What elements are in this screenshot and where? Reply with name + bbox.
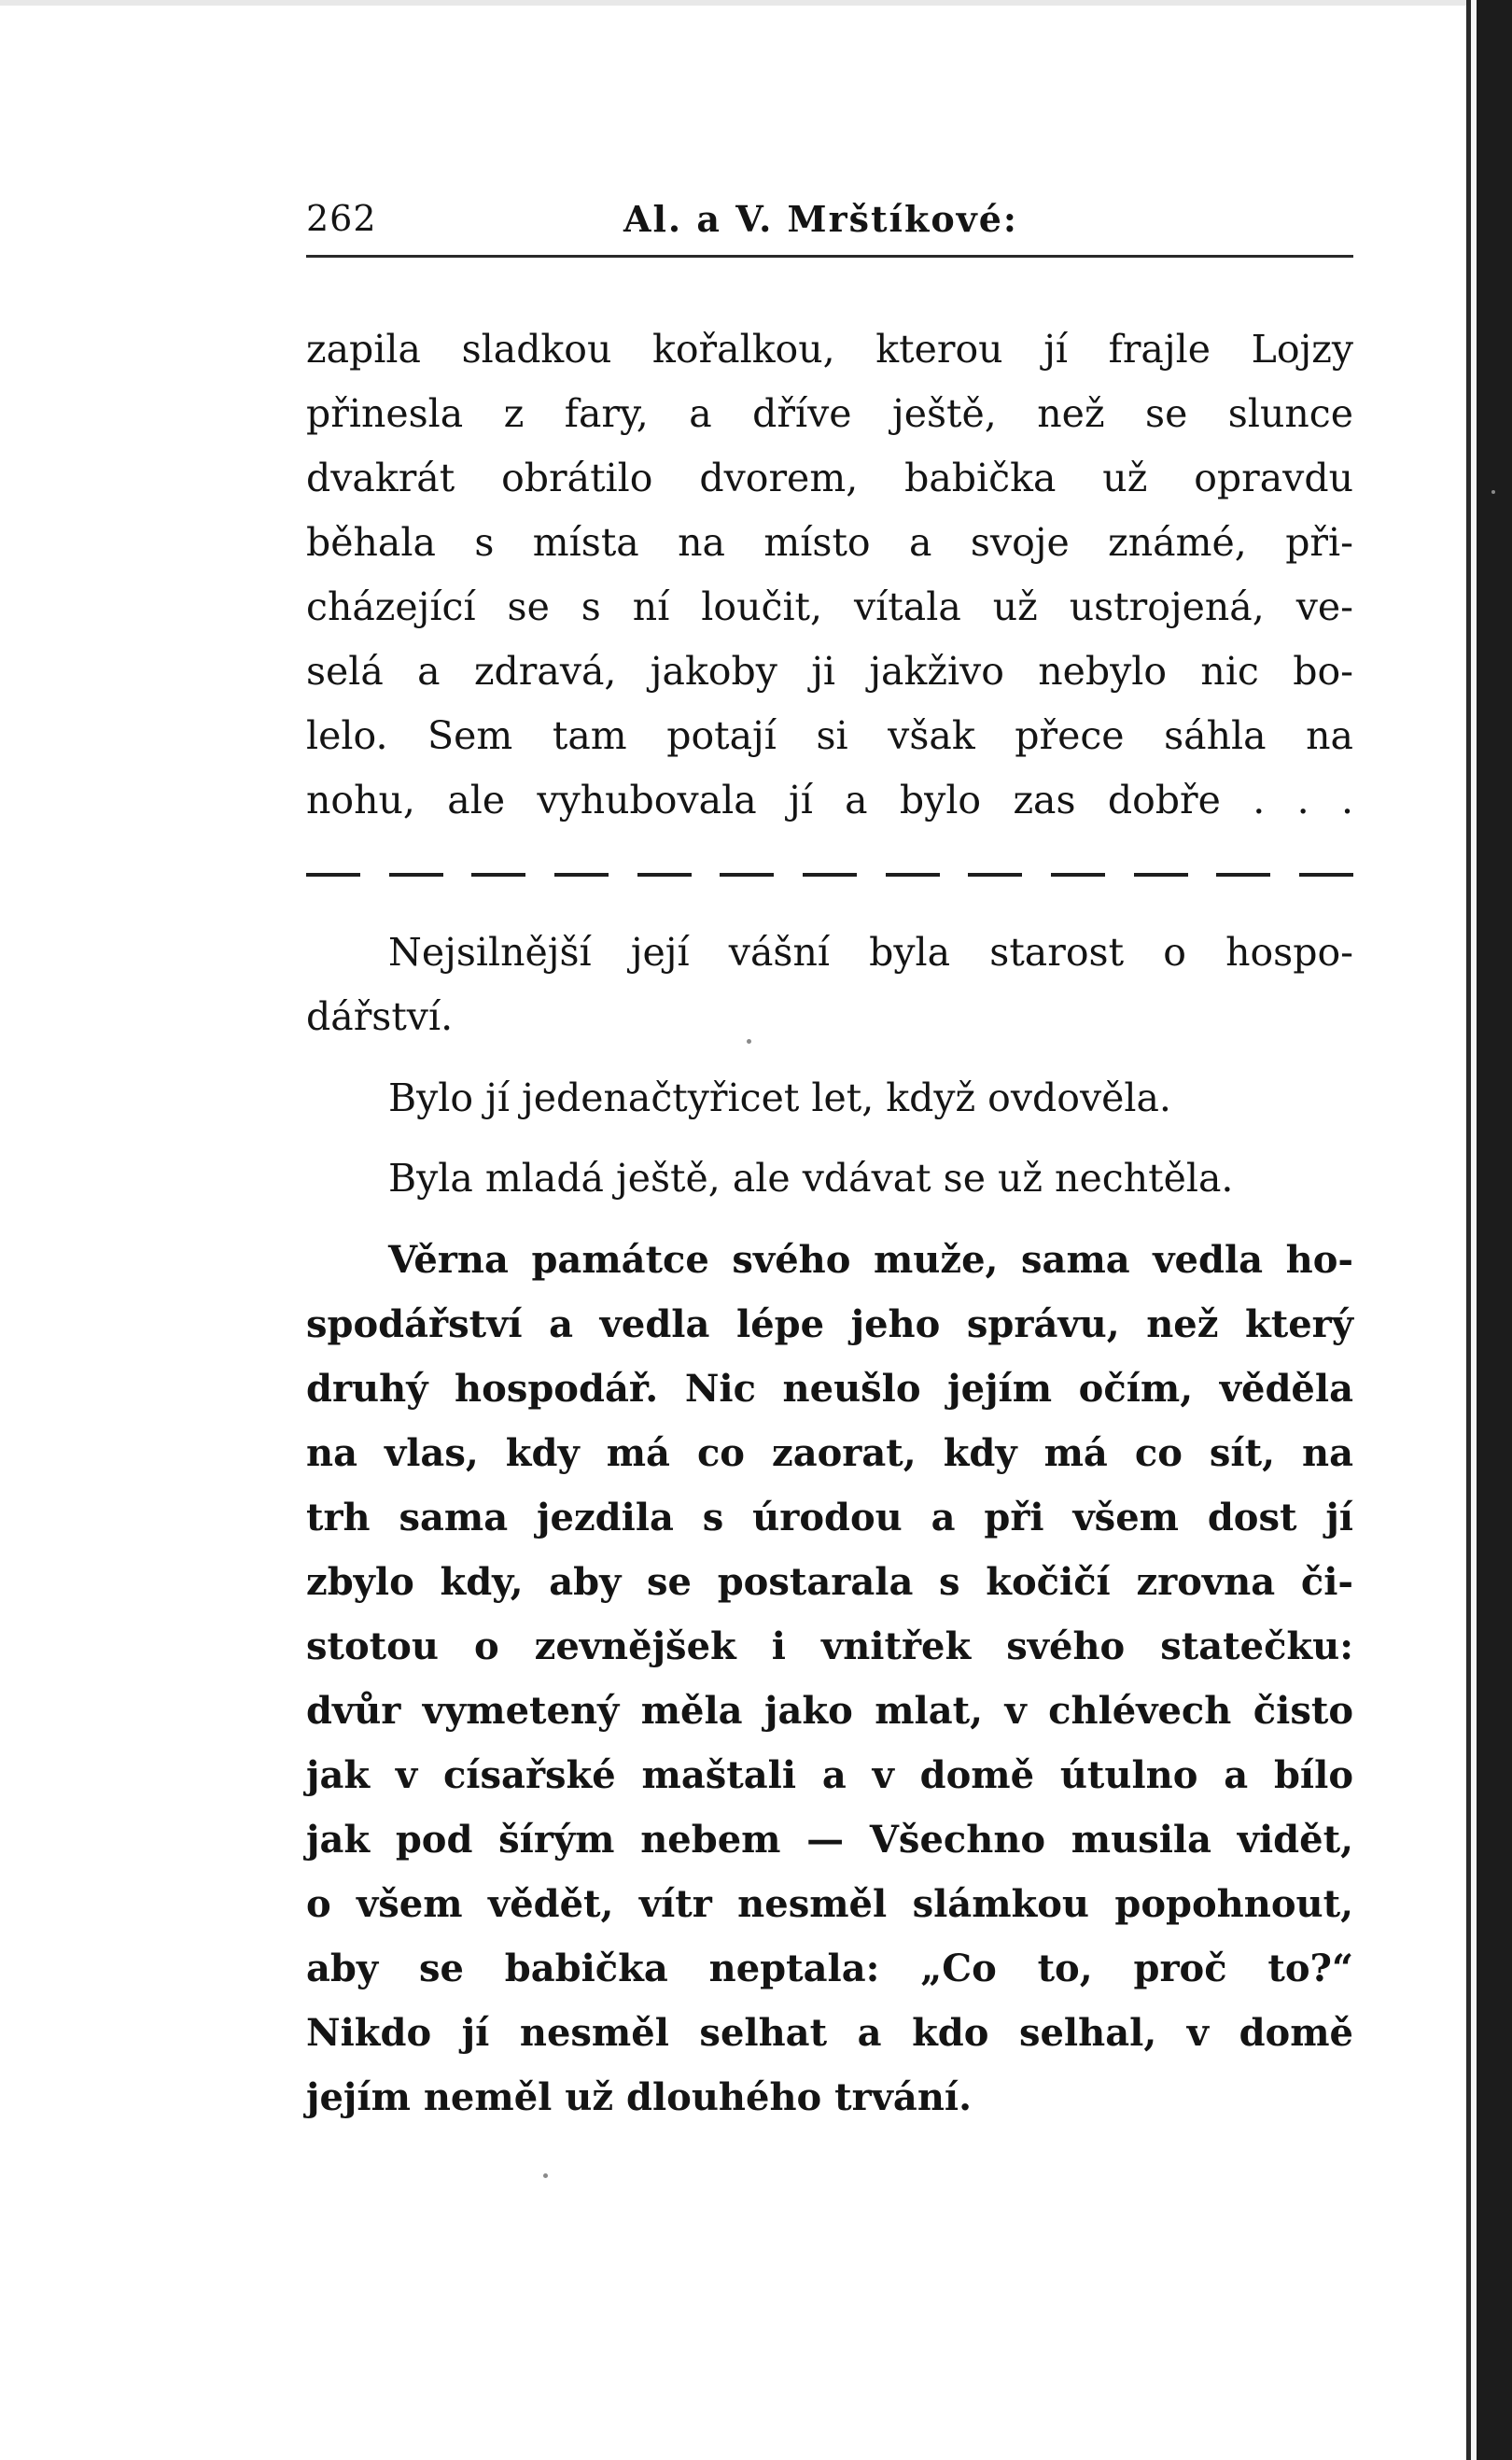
dash	[637, 873, 692, 877]
dash	[720, 873, 774, 877]
scan-speck	[1491, 490, 1495, 494]
text-line: lelo. Sem tam potají si však přece sáhla na	[306, 713, 1353, 758]
scan-speck	[747, 1039, 751, 1044]
text-line: jak pod šírým nebem — Všechno musila vidět,	[306, 1818, 1353, 1862]
scan-edge-right	[1477, 0, 1512, 2460]
text-line: dářství.	[306, 994, 454, 1039]
dash	[886, 873, 940, 877]
text-line: spodářství a vedla lépe jeho správu, než který	[306, 1302, 1353, 1346]
dash	[1216, 873, 1270, 877]
text-line: jejím neměl už dlouhého trvání.	[306, 2075, 973, 2119]
text-line: zapila sladkou kořalkou, kterou jí frajle Lojzy	[306, 327, 1353, 372]
text-line: Bylo jí jedenačtyřicet let, když ovdověla.	[388, 1075, 1171, 1120]
section-dash-rule	[306, 873, 1353, 877]
dash	[1134, 873, 1188, 877]
text-line: dvůr vymetený měla jako mlat, v chlévech čisto	[306, 1689, 1353, 1733]
text-line: Věrna památce svého muže, sama vedla ho-	[388, 1238, 1353, 1282]
text-line: cházející se s ní loučit, vítala už ustrojená, ve-	[306, 584, 1353, 629]
dash	[1051, 873, 1105, 877]
scan-speck	[543, 2173, 548, 2178]
dash	[389, 873, 443, 877]
dash	[306, 873, 360, 877]
text-line: aby se babička neptala: „Co to, proč to?“	[306, 1947, 1353, 1990]
running-head: Al. a V. Mrštíkové:	[623, 198, 1018, 240]
text-line: stotou o zevnějšek i vnitřek svého statečku:	[306, 1624, 1353, 1668]
dash	[1299, 873, 1353, 877]
text-line: druhý hospodář. Nic neušlo jejím očím, věděla	[306, 1367, 1353, 1411]
header-rule	[306, 255, 1353, 258]
page-number: 262	[306, 198, 377, 239]
text-line: jak v císařské maštali a v domě útulno a bílo	[306, 1753, 1353, 1797]
text-line: Byla mladá ještě, ale vdávat se už nechtěla.	[388, 1156, 1234, 1201]
text-line: nohu, ale vyhubovala jí a bylo zas dobře . . .	[306, 778, 1353, 822]
dash	[968, 873, 1022, 877]
text-line: Nejsilnější její vášní byla starost o hospo-	[388, 930, 1353, 975]
page-header	[306, 187, 1353, 246]
text-line: trh sama jezdila s úrodou a při všem dost jí	[306, 1496, 1353, 1539]
text-line: běhala s místa na místo a svoje známé, při-	[306, 520, 1353, 565]
text-line: Nikdo jí nesměl selhat a kdo selhal, v domě	[306, 2011, 1353, 2055]
dash	[803, 873, 857, 877]
text-line: zbylo kdy, aby se postarala s kočičí zrovna či-	[306, 1560, 1353, 1604]
dash	[471, 873, 525, 877]
scan-edge-top	[0, 0, 1512, 6]
text-line: o všem vědět, vítr nesměl slámkou popohnout,	[306, 1882, 1353, 1926]
text-line: selá a zdravá, jakoby ji jakživo nebylo nic bo-	[306, 649, 1353, 694]
dash	[554, 873, 609, 877]
text-line: dvakrát obrátilo dvorem, babička už opravdu	[306, 456, 1353, 500]
text-line: přinesla z fary, a dříve ještě, než se slunce	[306, 391, 1353, 436]
text-line: na vlas, kdy má co zaorat, kdy má co sít, na	[306, 1431, 1353, 1475]
